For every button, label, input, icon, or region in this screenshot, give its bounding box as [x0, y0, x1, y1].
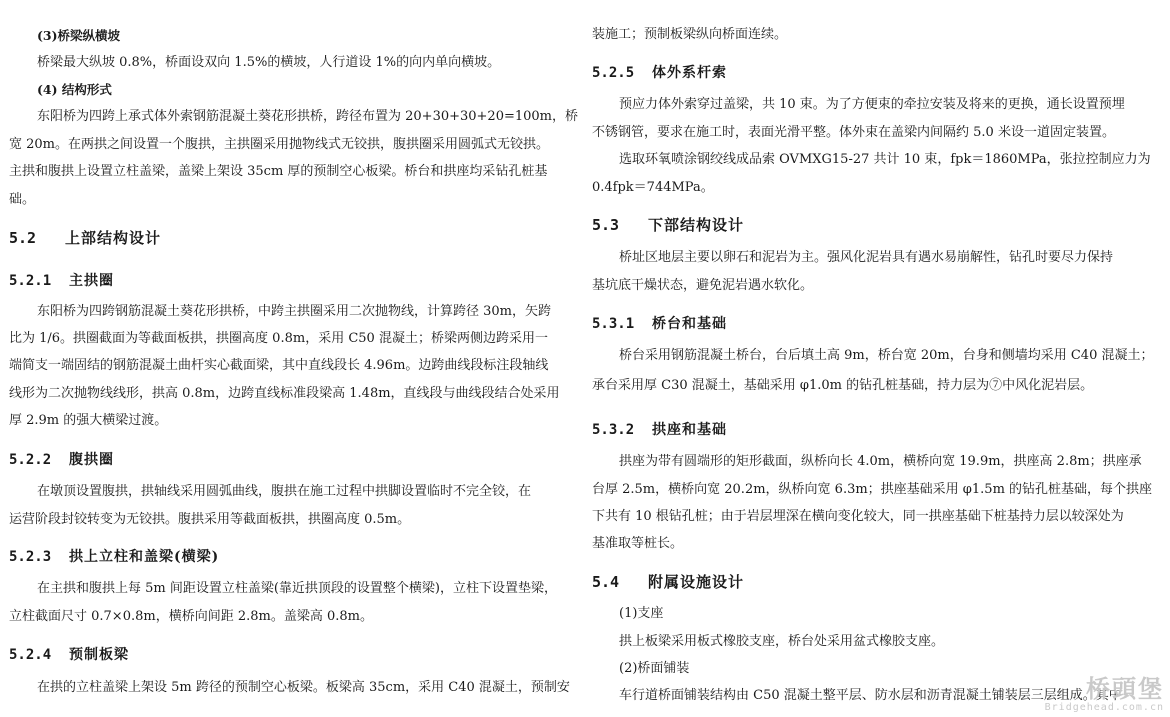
body-line: 线形为二次抛物线线形，拱高 0.8m，边跨直线标准段梁高 1.48m，直线段与曲线段结合处采用 [9, 386, 560, 401]
heading-5-4: 5.4 附属设施设计 [592, 573, 745, 591]
body-line: 主拱和腹拱上设置立柱盖梁，盖梁上架设 35cm 厚的预制空心板梁。桥台和拱座均采钻孔桩基 [9, 164, 548, 179]
heading-5-3: 5.3 下部结构设计 [592, 216, 745, 234]
heading-5-2-4: 5.2.4 预制板梁 [9, 647, 129, 663]
body-line: 桥梁最大纵坡 0.8%，桥面设双向 1.5%的横坡，人行道设 1%的向内单向横坡。 [37, 55, 501, 70]
body-line: 东阳桥为四跨钢筋混凝土葵花形拱桥，中跨主拱圈采用二次抛物线，计算跨径 30m，矢跨 [37, 304, 552, 319]
body-line: 础。 [9, 192, 36, 207]
body-line: 承台采用厚 C30 混凝土，基础采用 φ1.0m 的钻孔桩基础，持力层为⑦中风化泥岩层。 [592, 378, 1094, 393]
heading-5-2-1: 5.2.1 主拱圈 [9, 273, 114, 289]
heading-5-3-1: 5.3.1 桥台和基础 [592, 316, 727, 332]
body-line: 厚 2.9m 的强大横梁过渡。 [9, 413, 168, 428]
body-line: (2)桥面铺装 [619, 661, 690, 676]
watermark [1045, 676, 1164, 713]
body-line: 桥台采用钢筋混凝土桥台，台后填土高 9m，桥台宽 20m，台身和侧墙均采用 C40 混凝土； [619, 348, 1154, 363]
heading-5-2-5: 5.2.5 体外系杆索 [592, 65, 727, 81]
watermark-title: 桥頭堡 [1086, 674, 1164, 703]
body-line: 0.4fpk＝744MPa。 [592, 180, 714, 195]
body-line: 宽 20m。在两拱之间设置一个腹拱，主拱圈采用抛物线式无铰拱，腹拱圈采用圆弧式无铰拱。 [9, 137, 550, 152]
body-line: 台厚 2.5m，横桥向宽 20.2m，纵桥向宽 6.3m；拱座基础采用 φ1.5m 的钻孔桩基础，每个拱座 [592, 482, 1153, 497]
section-label: (3)桥梁纵横坡 [37, 28, 121, 43]
section-label: (4) 结构形式 [37, 82, 112, 97]
body-line: 基准取等桩长。 [592, 536, 684, 551]
body-line: 下共有 10 根钻孔桩；由于岩层埋深在横向变化较大，同一拱座基础下桩基持力层以较深处为 [592, 509, 1124, 524]
body-line: 比为 1/6。拱圈截面为等截面板拱，拱圈高度 0.8m，采用 C50 混凝土；桥梁两侧边跨采用一 [9, 331, 548, 346]
body-line: 在主拱和腹拱上每 5m 间距设置立柱盖梁(靠近拱顶段的设置整个横梁)，立柱下设置垫梁， [37, 581, 558, 596]
body-line: 装施工；预制板梁纵向桥面连续。 [592, 27, 788, 42]
body-line: 车行道桥面铺装结构由 C50 混凝土整平层、防水层和沥青混凝土铺装层三层组成。其中 [619, 688, 1122, 703]
body-line: 预应力体外索穿过盖梁，共 10 束。为了方便束的牵拉安装及将来的更换，通长设置预埋 [619, 97, 1125, 112]
body-line: 端简支一端固结的钢筋混凝土曲杆实心截面梁，其中直线段长 4.96m。边跨曲线段标注段轴线 [9, 358, 549, 373]
body-line: 选取环氧喷涂钢绞线成品索 OVMXG15-27 共计 10 束，fpk＝1860MPa，张拉控制应力为 [619, 152, 1151, 167]
heading-5-3-2: 5.3.2 拱座和基础 [592, 422, 727, 438]
heading-5-2-2: 5.2.2 腹拱圈 [9, 452, 114, 468]
body-line: 拱座为带有圆端形的矩形截面，纵桥向长 4.0m，横桥向宽 19.9m，拱座高 2.8m；拱座承 [619, 454, 1142, 469]
body-line: 在墩顶设置腹拱，拱轴线采用圆弧曲线，腹拱在施工过程中拱脚设置临时不完全铰，在 [37, 484, 532, 499]
heading-5-2-3: 5.2.3 拱上立柱和盖梁(横梁) [9, 549, 220, 565]
heading-5-2: 5.2 上部结构设计 [9, 229, 162, 247]
body-line: 运营阶段封铰转变为无铰拱。腹拱采用等截面板拱，拱圈高度 0.5m。 [9, 512, 411, 527]
body-line: 东阳桥为四跨上承式体外索钢筋混凝土葵花形拱桥，跨径布置为 20+30+30+20=100m，桥 [37, 109, 579, 124]
body-line: 拱上板梁采用板式橡胶支座，桥台处采用盆式橡胶支座。 [619, 634, 945, 649]
body-line: 在拱的立柱盖梁上架设 5m 跨径的预制空心板梁。板梁高 35cm，采用 C40 混凝土，预制安 [37, 680, 570, 695]
body-line: 不锈钢管，要求在施工时，表面光滑平整。体外束在盖梁内间隔约 5.0 米设一道固定装置。 [592, 125, 1115, 140]
body-line: 立柱截面尺寸 0.7×0.8m，横桥向间距 2.8m。盖梁高 0.8m。 [9, 609, 373, 624]
watermark-url: Bridgehead.com.cn [1044, 702, 1164, 713]
body-line: (1)支座 [619, 606, 664, 621]
body-line: 桥址区地层主要以卵石和泥岩为主。强风化泥岩具有遇水易崩解性，钻孔时要尽力保持 [619, 250, 1114, 265]
body-line: 基坑底干燥状态，避免泥岩遇水软化。 [592, 278, 814, 293]
